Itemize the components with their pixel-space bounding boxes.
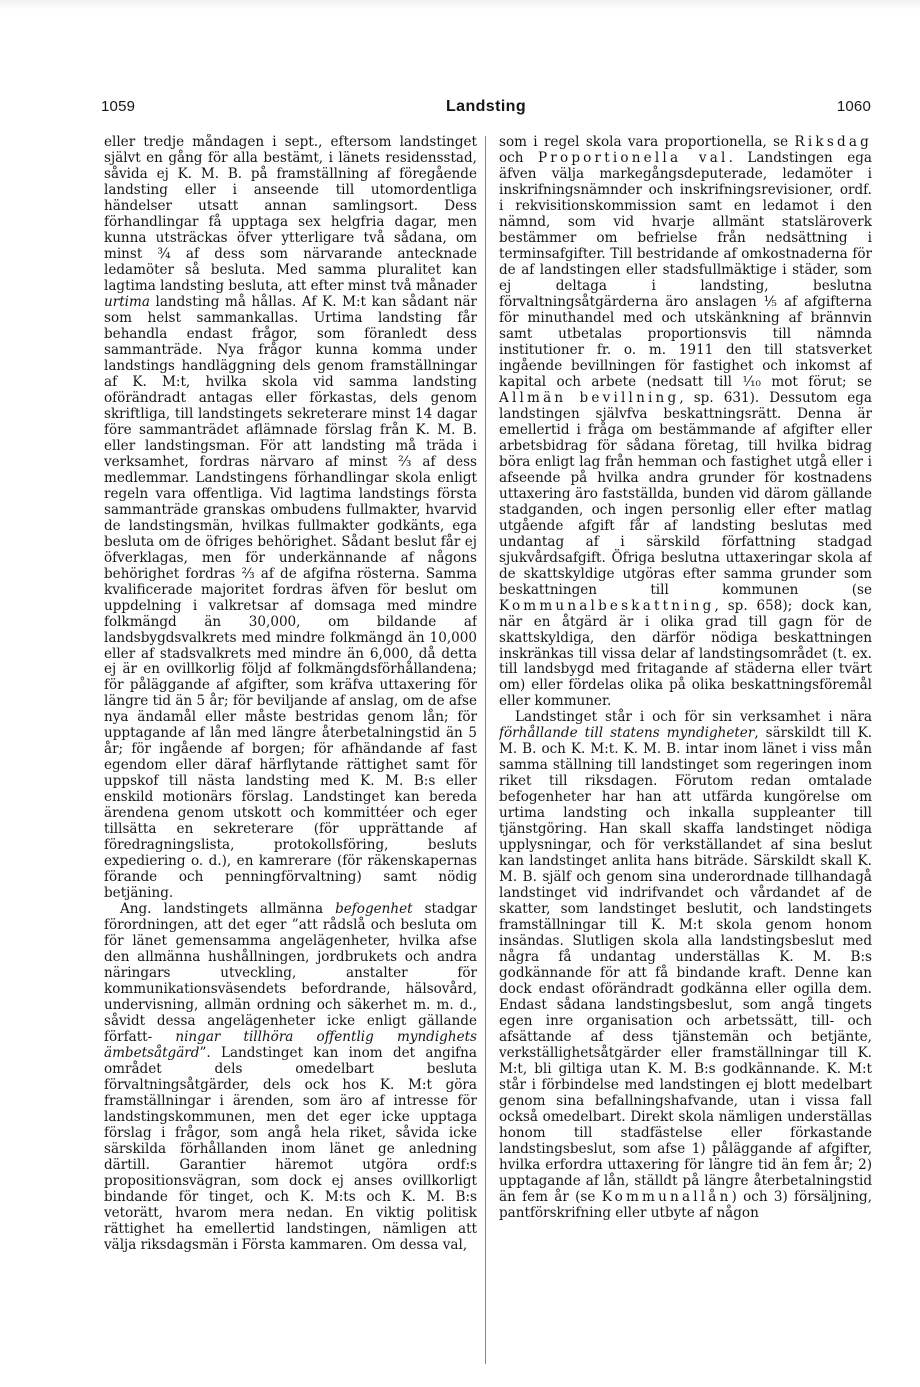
cross-reference: Riksdag xyxy=(794,134,872,150)
paragraph: Ang. landstingets allmänna befogenhet stadgar förordningen, att det eger ”att rådslå och besluta om för länet gemensamma angelägenheter, hvilka afse den allmänna hushållningen, jordbrukets och andra näringars utveckling, anstalter för kommunikationsväsendets befordrande, hälsovård, undervisning, allmän ordning och säkerhet m. m. d., såvidt dessa angelägenheter icke enligt gällande författ- ningar tillhöra offentlig myndighets ämbetsåtgärd”. Landstinget kan inom det angifna området dels omedelbart besluta förvaltningsåtgärder, dels ock hos K. M:t göra framställningar i ärenden, som äro af intresse för landstingskommunen, men det eger icke upptaga förslag i frågor, som angå hela riket, såvida icke särskilda förhållanden inom länet ge anledning därtill. Garantier häremot utgöra ordf:s propositionsvägran, som dock ej anses ovillkorligt bindande för tinget, och K. M:ts och K. M. B:s vetorätt, hvarom mera nedan. En viktig politisk rättighet ha emellertid landstingen, nämligen att välja riksdagsmän i Första kammaren. Om dessa val, xyxy=(104,901,477,1253)
paragraph: eller tredje måndagen i sept., eftersom landstinget självt en gång för alla bestämt, i länets residensstad, såvida ej K. M. B. på framställning af föregående landsting eller i anseende till utomordentliga händelser utsatt annan samlingsort. Dess förhandlingar få upptaga sex helgfria dagar, men kunna utsträckas öfver ytterligare två sådana, om minst ¾ af dess som närvarande antecknade ledamöter så besluta. Med samma pluralitet kan lagtima landsting besluta, att efter minst två månader urtima landsting må hållas. Af K. M:t kan sådant när som helst sammankallas. Urtima landsting får behandla endast frågor, som föranledt dess sammanträde. Nya frågor kunna komma under landstings handläggning dels genom framställningar af K. M:t, hvilka skola vid samma landsting oförändradt antagas eller förkastas, dels genom skriftliga, till landstingets sekreterare minst 14 dagar före sammanträdet aflämnade förslag från K. M. B. eller landstingsman. För att landsting må träda i verksamhet, fordras närvaro af minst ⅔ af dess medlemmar. Landstingens förhandlingar skola enligt regeln vara offentliga. Vid lagtima landstings första sammanträde granskas ombudens fullmakter, hvarvid de landstingsmän, hvilkas fullmakter godkänts, ega besluta om de öfriges behörighet. Sådant beslut får ej öfverklagas, men för underkännande af någons behörighet fordras ⅔ af de afgifna rösterna. Samma kvalificerade majoritet fordras äfven för beslut om uppdelning i valkretsar af domsaga med mindre folkmängd än 30,000, om bildande af landsbygdsvalkrets med mindre folkmängd än 10,000 eller af stadsvalkrets med mindre än 6,000, då detta ej är en ovillkorlig följd af folkmängdsförhållandena; för påläggande af afgifter, som kräfva uttaxering för längre tid än 5 år; för beviljande af anslag, om de afse nya ändamål eller måste bestridas genom lån; för upptagande af lån med längre återbetalningstid än 5 år; för ingående af borgen; för afhändande af fast egendom eller däraf härflytande rättighet samt för uppskof till nästa landsting med K. M. B:s eller enskild motionärs förslag. Landstinget kan bereda ärendena genom utskott och kommittéer och eger tillsätta en sekreterare (för upprättande af föredragningslista, protokollsföring, besluts expediering o. d.), en kamrerare (för räkenskapernas förande och penningförvaltning) samt nödig betjäning. xyxy=(104,134,477,902)
page-number-left: 1059 xyxy=(101,98,136,115)
paragraph: som i regel skola vara proportionella, se Riksdag och Proportionella val. Landstingen ega äfven välja markegångsdeputerade, ledamöter i inskrifningsnämnder och inskrifningsrevisioner, ordf. i rekvisitionskommission samt en ledamot i den nämnd, som vid hvarje allmänt statsläroverk bestämmer om befrielse från nedsättning i terminsafgifter. Till bestridande af omkostnaderna för de af landstingen eller stadsfullmäktige i städer, som ej deltaga i landsting, beslutna förvaltningsåtgärderna äro anslagen ⅕ af afgifterna för minuthandel med och utskänkning af brännvin samt utbetalas proportionsvis till nämnda institutioner fr. o. m. 1911 den till statsverket ingående bevillningen för fastighet och inkomst af kapital och arbete (nedsatt till ¹⁄₁₀ mot förut; se Allmän bevillning, sp. 631). Dessutom ega landstingen självfva beskattningsrätt. Denna är emellertid i fråga om bestämmande af afgifter eller arbetsbidrag för sådana företag, till hvilka bidrag böra enligt lag från hemman och fastighet utgå eller i afseende på hvilka andra grunder för kostnadens uttaxering äro fastställda, bunden vid därom gällande stadganden, och ingen personlig eller efter matlag utgående afgift får af landsting beslutas med undantag af i särskild författning stadgad sjukvårdsafgift. Öfriga beslutna uttaxeringar skola af de skattskyldige utgöras efter samma grunder som beskattningen till kommunen (se Kommunalbeskattning, sp. 658); dock kan, när en åtgärd är i olika grad till gagn för de skattskyldiga, den därför nödiga beskattningen inskränkas till vissa delar af landstingsområdet (t. ex. till landsbygd med fritagande af städerna eller tvärt om) eller fördelas olika på olika beskattningsföremål eller kommuner. xyxy=(499,134,872,710)
column-divider xyxy=(485,136,486,1364)
page-number-right: 1060 xyxy=(836,98,871,115)
left-column xyxy=(104,134,477,1359)
right-column xyxy=(499,134,872,1359)
cross-reference: Allmän bevillning xyxy=(499,389,680,406)
scan-edge xyxy=(0,0,920,10)
cross-reference: Kommunalbeskattning xyxy=(499,597,715,614)
cross-reference: Kommunallån xyxy=(601,1188,732,1205)
paragraph: Landstinget står i och för sin verksamhet i nära förhållande till statens myndigheter, särskildt till K. M. B. och K. M:t. K. M. B. intar inom länet i viss mån samma ställning till landstinget som regeringen inom riket till riksdagen. Förutom redan omtalade befogenheter har han att utfärda kungörelse om urtima landsting och inkalla suppleanter till tjänstgöring. Han skall skaffa landstinget nödiga upplysningar, och för verkställandet af sina beslut kan landstinget anlita hans biträde. Särskildt skall K. M. B. själf och genom sina underordnade tillhandagå landstinget vid indrifvandet och vårdandet af de skatter, som landstinget beslutit, och landstingets framställningar till K. M:t skola genom honom insändas. Slutligen skola alla landstingsbeslut med några få undantag underställas K. M. B:s godkännande för att få bindande kraft. Denne kan dock endast oförändradt godkänna eller ogilla dem. Endast sådana landstingsbeslut, som angå tingets egen inre organisation och arbetssätt, till- och afsättande af dess tjänstemän och betjänte, verkställighetsåtgärder eller framställningar till K. M:t, bli giltiga utan K. M. B:s godkännande. K. M:t står i förbindelse med landstingen ej blott medelbart genom sina befallningshafvande, utan i vissa fall också omedelbart. Direkt skola nämligen underställas honom till stadfästelse eller förkastande landstingsbeslut, som afse 1) påläggande af afgifter, hvilka erfordra uttaxering för längre tid än fem år; 2) upptagande af lån, ställdt på längre återbetalningstid än fem år (se Kommunallån) och 3) försäljning, pantförskrifning eller utbyte af någon xyxy=(499,709,872,1221)
page-title: Landsting xyxy=(445,98,527,115)
page-header xyxy=(101,98,871,120)
cross-reference: Proportionella val xyxy=(537,149,729,166)
